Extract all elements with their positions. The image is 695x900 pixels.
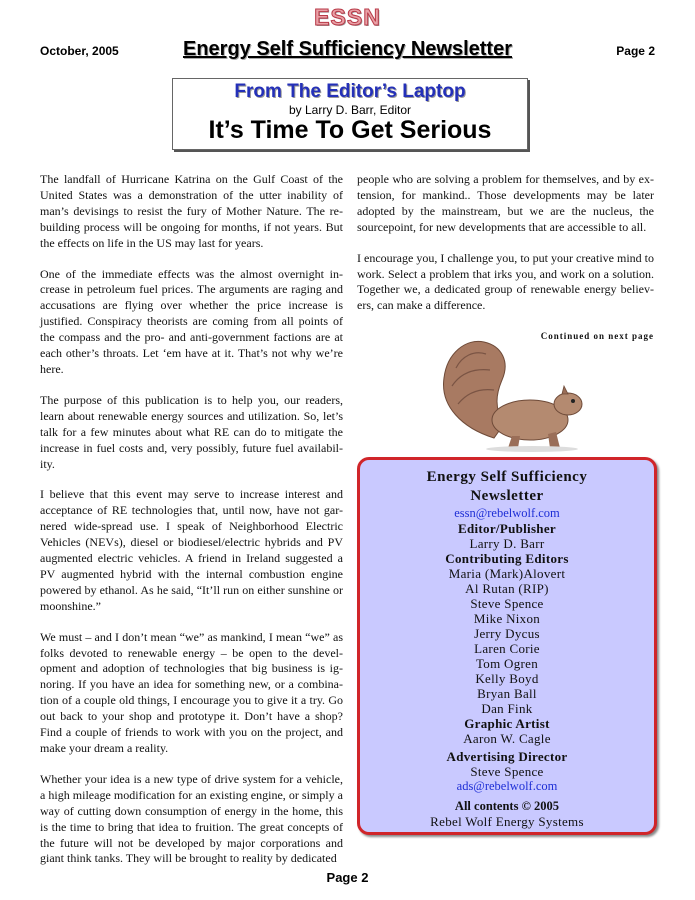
article-paragraph: I encourage you, I challenge you, to put your creative mind to work. Select a problem that irks you, and work on a solution. Together we, a dedicated group of renewable energy believ-ers, can make a difference. [357,250,654,313]
footer-page-number: Page 2 [326,870,369,885]
masthead-title: Newsletter [470,488,544,504]
contributor-name: Tom Ogren [475,656,539,671]
issue-date: October, 2005 [40,44,119,58]
newsletter-email-link[interactable]: essn@rebelwolf.com [454,506,560,520]
article-paragraph: The landfall of Hurricane Katrina on the Gulf Coast of the United States was a demonstration of the utter inability of man’s devisings to resist the fury of Mother Nature. The re-building process will be ongoing for months, if not years. But the effects on life in the US may last for years. [40,172,343,250]
contributor-name: Maria (Mark)Alovert [448,566,566,581]
contributing-editors-role: Contributing Editors [445,551,569,566]
article-paragraph: I believe that this event may serve to increase interest and acceptance of RE technologies that, until now, have not gar-nered wide-spread use. I speak of Neighborhood Electric Vehicles (NEVs), diesel or biodiesel/electric hybrids and PV augmented electric vehicles. A friend in Ireland suggested a PV augmented hybrid with the internal combustion engine powered by ethanol. As he said, “It’ll run on either sunshine or moonshine.” [40,487,343,613]
article-column-right [357,172,654,345]
editor-title-box [172,78,528,150]
contributor-name: Laren Corie [474,641,540,656]
article-paragraph: We must – and I don’t mean “we” as mankind, I mean “we” as folks devoted to renewable energy – be open to the devel-opment and adoption of technologies that big business is ig-noring. If you have an idea for something new, or a combina-tion of a couple old things, I encourage you to give it a try. Go out back to your shop and prototype it. Don’t have a shop? Find a couple of friends to work with you on the project, and make your dream a reality. [40,629,343,755]
article-column-left [40,172,343,882]
article-paragraph: people who are solving a problem for themselves, and by ex-tension, for mankind.. Those developments may be later adopted by the mainstream, but we are the nucleus, the sourcepoint, for new developments that are accessible to all. [357,172,654,234]
contributor-name: Mike Nixon [473,611,541,626]
graphic-artist-role: Graphic Artist [464,716,550,731]
masthead-box [357,457,657,835]
copyright-notice: All contents © 2005 [454,799,560,813]
contributor-name: Al Rutan (RIP) [465,581,549,596]
contributor-name: Dan Fink [481,701,533,716]
editor-byline: by Larry D. Barr, Editor [288,103,412,117]
contributor-name: Kelly Boyd [475,671,539,686]
advertising-director-role: Advertising Director [446,749,568,764]
editor-name: Larry D. Barr [469,536,545,551]
masthead-title: Energy Self Sufficiency [426,469,588,485]
editor-role: Editor/Publisher [458,521,556,536]
editor-column-heading: From The Editor’s Laptop [234,81,466,102]
article-paragraph: Whether your idea is a new type of drive system for a vehicle, a high mileage modification for an existing engine, or simply a way of cutting down consumption of energy in the home, this is the time to bring that idea to fruition. The great concepts of the future will not be developed by major corporations and giant think tanks. They will be brought to reality by dedicated [40,771,343,866]
squirrel-illustration [432,328,592,454]
article-paragraph: One of the immediate effects was the almost overnight in-crease in petroleum fuel prices. The arguments are raging and accusations are flying over whether the price increase is justified. Conspiracy theorists are coming from all points of the compass and the pro- and anti-government factions are at each other’s throats. Let ‘em have at it. That’s not why we’re here. [40,266,343,376]
company-name: Rebel Wolf Energy Systems [430,814,584,829]
graphic-artist-name: Aaron W. Cagle [463,731,551,746]
ads-email-link[interactable]: ads@rebelwolf.com [456,779,558,793]
contributor-name: Steve Spence [470,596,544,611]
header-page-number: Page 2 [616,44,655,58]
article-paragraph: The purpose of this publication is to help you, our readers, learn about renewable energy sources and utilization. So, let’s talk for a few minutes about what RE can do to mitigate the increase in fuel costs and, very possibly, future fuel availabil-ity. [40,392,343,471]
article-title: It’s Time To Get Serious [208,116,492,144]
contributor-name: Bryan Ball [477,686,537,701]
newsletter-title: Energy Self Sufficiency Newsletter [182,38,512,60]
essn-logo: ESSN [314,4,381,30]
contributor-name: Jerry Dycus [474,626,540,641]
continued-notice: Continued on next page [540,331,654,342]
advertising-director-name: Steve Spence [470,764,544,779]
